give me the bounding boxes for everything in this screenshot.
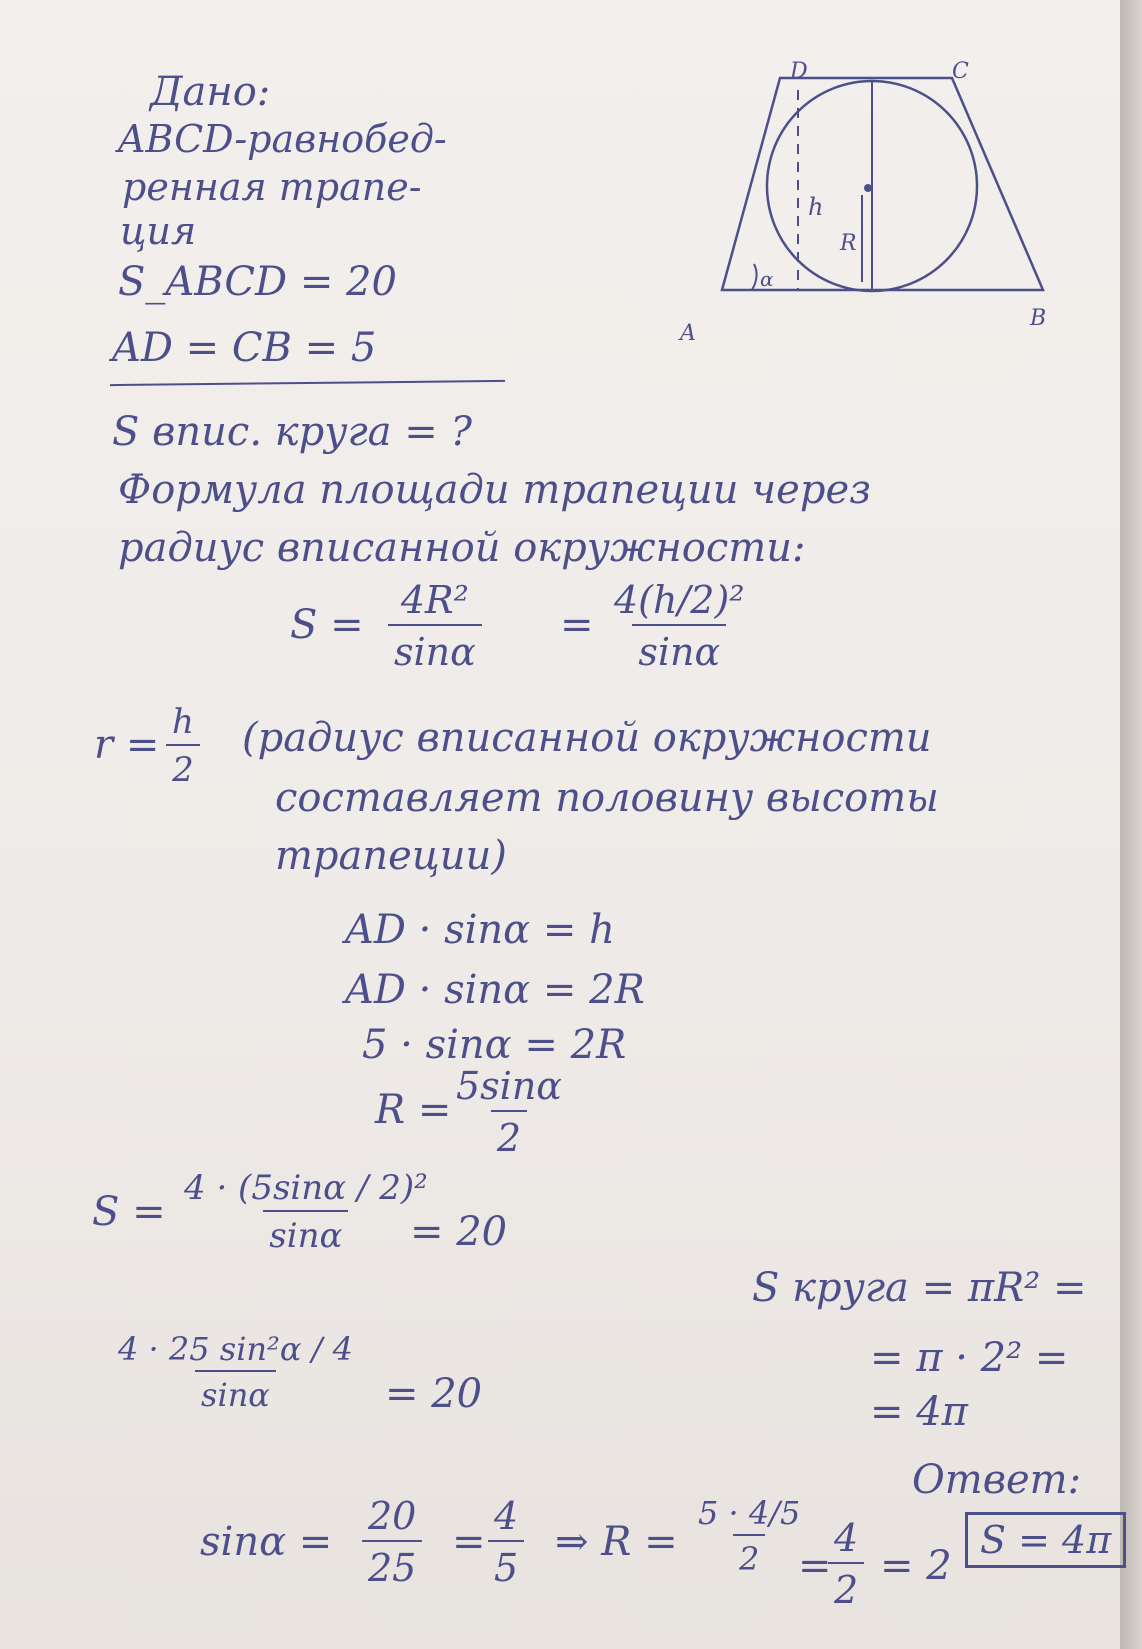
radius-note-1: (радиус вписанной окружности — [242, 715, 932, 761]
radius-den: 2 — [166, 744, 200, 790]
given-line-2: ренная трапе- — [122, 165, 422, 209]
step-2: AD · sinα = 2R — [345, 967, 645, 1013]
step-1: AD · sinα = h — [345, 907, 615, 953]
given-line-3: ция — [120, 209, 197, 253]
formula-intro-2: радиус вписанной окружности: — [118, 525, 806, 571]
final-sin-frac-1 — [362, 1494, 422, 1590]
given-sides: AD = CB = 5 — [112, 325, 377, 371]
angle-arc — [752, 264, 757, 290]
trapezoid-diagram — [650, 50, 1070, 350]
radius-eq: r = — [94, 722, 160, 768]
subst-rhs-2: = 20 — [385, 1371, 483, 1417]
step-4-den: 2 — [491, 1110, 527, 1160]
radius-note-2: составляет половину высоты — [275, 775, 939, 821]
final-sin-n2: 4 — [494, 1494, 519, 1538]
given-title: Дано: — [150, 69, 271, 115]
circle-area-2: = π · 2² = — [870, 1335, 1069, 1381]
subst-num-2: 4 · 25 sin²α / 4 — [118, 1330, 353, 1368]
formula-eq: = — [560, 602, 594, 648]
answer-value: S = 4π — [980, 1518, 1112, 1562]
formula-fraction-1 — [388, 578, 482, 674]
final-r-den: 2 — [733, 1534, 765, 1578]
final-r2-num: 4 — [834, 1516, 859, 1560]
label-alpha: α — [760, 267, 774, 291]
subst-lhs: S = — [92, 1189, 166, 1235]
step-4-fraction — [450, 1064, 568, 1160]
final-sin-n1: 20 — [368, 1494, 417, 1538]
radius-note-3: трапеции) — [275, 833, 507, 879]
final-eq-2: = — [798, 1543, 832, 1589]
answer-label: Ответ: — [912, 1457, 1082, 1503]
given-line-1: ABCD-равнобед- — [118, 117, 447, 161]
circle-area-1: S круга = πR² = — [752, 1265, 1087, 1311]
circle-area-3: = 4π — [870, 1389, 968, 1435]
final-r-num: 5 · 4/5 — [698, 1494, 801, 1532]
formula-f1-den: sinα — [388, 624, 482, 674]
label-C: C — [952, 59, 969, 84]
formula-intro-1: Формула площади трапеции через — [118, 467, 871, 513]
subst-den-2: sinα — [195, 1370, 276, 1414]
label-A: A — [680, 321, 696, 346]
final-r-frac — [692, 1494, 806, 1578]
label-R: R — [840, 231, 857, 256]
question: S впис. круга = ? — [112, 409, 472, 455]
final-r-result: = 2 — [880, 1543, 952, 1589]
label-B: B — [1030, 306, 1047, 331]
subst-fraction-2 — [112, 1330, 359, 1414]
page-edge — [1120, 0, 1142, 1649]
trapezoid-shape — [722, 78, 1043, 290]
final-r2-den: 2 — [828, 1562, 864, 1612]
step-3: 5 · sinα = 2R — [362, 1022, 627, 1068]
subst-num: 4 · (5sinα / 2)² — [184, 1168, 428, 1208]
final-eq: = — [452, 1519, 486, 1565]
final-sin-frac-2 — [488, 1494, 524, 1590]
label-D: D — [790, 59, 808, 84]
answer-box — [965, 1512, 1126, 1568]
subst-rhs: = 20 — [410, 1209, 508, 1255]
radius-fraction — [166, 702, 200, 790]
subst-fraction — [178, 1168, 434, 1256]
formula-fraction-2 — [608, 578, 751, 674]
given-area: S_ABCD = 20 — [118, 259, 397, 305]
final-sin: sinα = — [200, 1519, 333, 1565]
circle-center — [864, 184, 872, 192]
final-sin-d2: 5 — [488, 1540, 524, 1590]
final-sin-d1: 25 — [362, 1540, 422, 1590]
step-4-lhs: R = — [375, 1087, 452, 1133]
formula-f2-den: sinα — [632, 624, 726, 674]
final-r-frac-2 — [828, 1516, 864, 1612]
formula-lhs: S = — [290, 602, 364, 648]
subst-den: sinα — [263, 1210, 348, 1256]
radius-num: h — [172, 702, 194, 742]
label-h: h — [808, 193, 824, 221]
step-4-num: 5sinα — [456, 1064, 562, 1108]
formula-f2-num: 4(h/2)² — [614, 578, 745, 622]
formula-f1-num: 4R² — [400, 578, 469, 622]
final-implies: ⇒ R = — [555, 1519, 678, 1565]
